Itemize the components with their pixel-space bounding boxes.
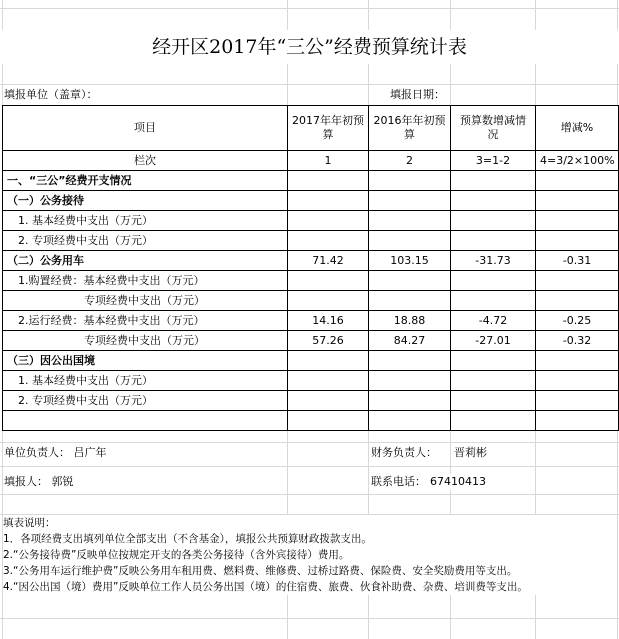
value-pct-cell[interactable] [536, 271, 619, 291]
unit-head: 单位负责人： 吕广年 [4, 446, 107, 459]
value-2017-cell[interactable] [288, 171, 369, 191]
row-label-cell[interactable]: 1. 基本经费中支出（万元） [3, 371, 288, 391]
value-pct-cell[interactable] [536, 191, 619, 211]
header-2017[interactable]: 2017年年初预算 [288, 106, 369, 151]
value-2016-cell[interactable]: 84.27 [369, 331, 451, 351]
row-label-cell[interactable]: 2.运行经费：基本经费中支出（万元） [3, 311, 288, 331]
fill-date-label: 填报日期： [390, 85, 445, 104]
table-row [3, 171, 619, 191]
value-2016-cell[interactable]: 18.88 [369, 311, 451, 331]
table-row [3, 351, 619, 371]
notes-section [3, 515, 615, 595]
value-pct-cell[interactable] [536, 291, 619, 311]
value-change-cell[interactable] [451, 171, 536, 191]
value-2017-cell[interactable] [288, 231, 369, 251]
row-label-cell[interactable] [3, 411, 288, 431]
table-row [3, 231, 619, 251]
value-2017-cell[interactable] [288, 391, 369, 411]
column-index-cell[interactable]: 3=1-2 [451, 151, 536, 171]
value-2016-cell[interactable] [369, 371, 451, 391]
value-pct-cell[interactable]: -0.32 [536, 331, 619, 351]
header-item[interactable]: 项目 [3, 106, 288, 151]
table-row [3, 191, 619, 211]
row-label-cell[interactable]: 1. 基本经费中支出（万元） [3, 211, 288, 231]
table-row [3, 371, 619, 391]
value-pct-cell[interactable] [536, 211, 619, 231]
value-2016-cell[interactable] [369, 351, 451, 371]
note-line: 2.“公务接待费”反映单位按规定开支的各类公务接待（含外宾接待）费用。 [3, 549, 350, 561]
row-label-cell[interactable]: （三）因公出国境 [3, 351, 288, 371]
value-change-cell[interactable] [451, 291, 536, 311]
note-line: 3.“公务用车运行维护费”反映公务用车租用费、燃料费、维修费、过桥过路费、保险费、安全奖励费用等支出。 [3, 565, 518, 577]
column-index-label[interactable]: 栏次 [3, 151, 288, 171]
budget-table [2, 105, 619, 431]
value-change-cell[interactable]: -31.73 [451, 251, 536, 271]
header-change[interactable]: 预算数增减情况 [451, 106, 536, 151]
phone-number: 67410413 [430, 475, 486, 488]
grid-line [0, 8, 619, 9]
row-label-cell[interactable]: 专项经费中支出（万元） [3, 291, 288, 311]
value-change-cell[interactable] [451, 271, 536, 291]
value-2017-cell[interactable] [288, 191, 369, 211]
row-label-cell[interactable]: 专项经费中支出（万元） [3, 331, 288, 351]
row-label-cell[interactable]: 2. 专项经费中支出（万元） [3, 391, 288, 411]
value-2016-cell[interactable] [369, 291, 451, 311]
table-row [3, 211, 619, 231]
value-pct-cell[interactable]: -0.25 [536, 311, 619, 331]
value-2017-cell[interactable] [288, 411, 369, 431]
value-change-cell[interactable] [451, 411, 536, 431]
row-label-cell[interactable]: 2. 专项经费中支出（万元） [3, 231, 288, 251]
value-2017-cell[interactable]: 71.42 [288, 251, 369, 271]
grid-line [0, 466, 619, 467]
row-label-cell[interactable]: （二）公务用车 [3, 251, 288, 271]
value-pct-cell[interactable] [536, 231, 619, 251]
value-2016-cell[interactable] [369, 411, 451, 431]
value-2016-cell[interactable] [369, 171, 451, 191]
value-pct-cell[interactable] [536, 411, 619, 431]
value-2017-cell[interactable]: 57.26 [288, 331, 369, 351]
table-row [3, 291, 619, 311]
finance-head-name: 晋莉彬 [454, 446, 487, 459]
phone-label: 联系电话： [371, 475, 426, 488]
grid-line [0, 618, 619, 619]
value-2017-cell[interactable] [288, 211, 369, 231]
value-2017-cell[interactable] [288, 271, 369, 291]
column-index-cell[interactable]: 4=3/2×100% [536, 151, 619, 171]
finance-head-label: 财务负责人： [371, 446, 437, 459]
table-row [3, 271, 619, 291]
column-index-row [3, 151, 619, 171]
value-2016-cell[interactable] [369, 391, 451, 411]
grid-line [0, 494, 619, 495]
header-pct[interactable]: 增减% [536, 106, 619, 151]
column-index-cell[interactable]: 1 [288, 151, 369, 171]
value-pct-cell[interactable] [536, 391, 619, 411]
note-line: 4.“因公出国（境）费用”反映单位工作人员公务出国（境）的住宿费、旅费、伙食补助费、杂费、培训费等支出。 [3, 581, 528, 593]
value-2016-cell[interactable] [369, 211, 451, 231]
fill-unit-label: 填报单位（盖章）： [4, 85, 98, 104]
header-2016[interactable]: 2016年年初预算 [369, 106, 451, 151]
notes-heading: 填表说明： [3, 517, 56, 529]
value-2016-cell[interactable] [369, 191, 451, 211]
table-body [3, 171, 619, 431]
value-2016-cell[interactable] [369, 271, 451, 291]
table-row [3, 391, 619, 411]
value-change-cell[interactable] [451, 391, 536, 411]
value-pct-cell[interactable] [536, 371, 619, 391]
value-2017-cell[interactable] [288, 351, 369, 371]
value-change-cell[interactable]: -27.01 [451, 331, 536, 351]
value-pct-cell[interactable]: -0.31 [536, 251, 619, 271]
table-row [3, 311, 619, 331]
value-change-cell[interactable] [451, 371, 536, 391]
row-label-cell[interactable]: 一、“三公”经费开支情况 [3, 171, 288, 191]
grid-line [0, 442, 619, 443]
column-index-cell[interactable]: 2 [369, 151, 451, 171]
value-2017-cell[interactable]: 14.16 [288, 311, 369, 331]
row-label-cell[interactable]: （一）公务接待 [3, 191, 288, 211]
row-label-cell[interactable]: 1.购置经费：基本经费中支出（万元） [3, 271, 288, 291]
value-pct-cell[interactable] [536, 171, 619, 191]
filler: 填报人： 郭锐 [4, 475, 74, 488]
page-title: 经开区2017年“三公”经费预算统计表 [0, 30, 619, 64]
value-pct-cell[interactable] [536, 351, 619, 371]
value-change-cell[interactable] [451, 211, 536, 231]
value-2017-cell[interactable] [288, 371, 369, 391]
value-2016-cell[interactable] [369, 231, 451, 251]
value-2017-cell[interactable] [288, 291, 369, 311]
value-change-cell[interactable] [451, 231, 536, 251]
table-header-row [3, 106, 619, 151]
note-line: 1．各项经费支出填列单位全部支出（不含基金），填报公共预算财政拨款支出。 [3, 533, 372, 545]
value-change-cell[interactable] [451, 191, 536, 211]
table-row [3, 411, 619, 431]
table-row [3, 251, 619, 271]
value-2016-cell[interactable]: 103.15 [369, 251, 451, 271]
table-row [3, 331, 619, 351]
value-change-cell[interactable]: -4.72 [451, 311, 536, 331]
value-change-cell[interactable] [451, 351, 536, 371]
